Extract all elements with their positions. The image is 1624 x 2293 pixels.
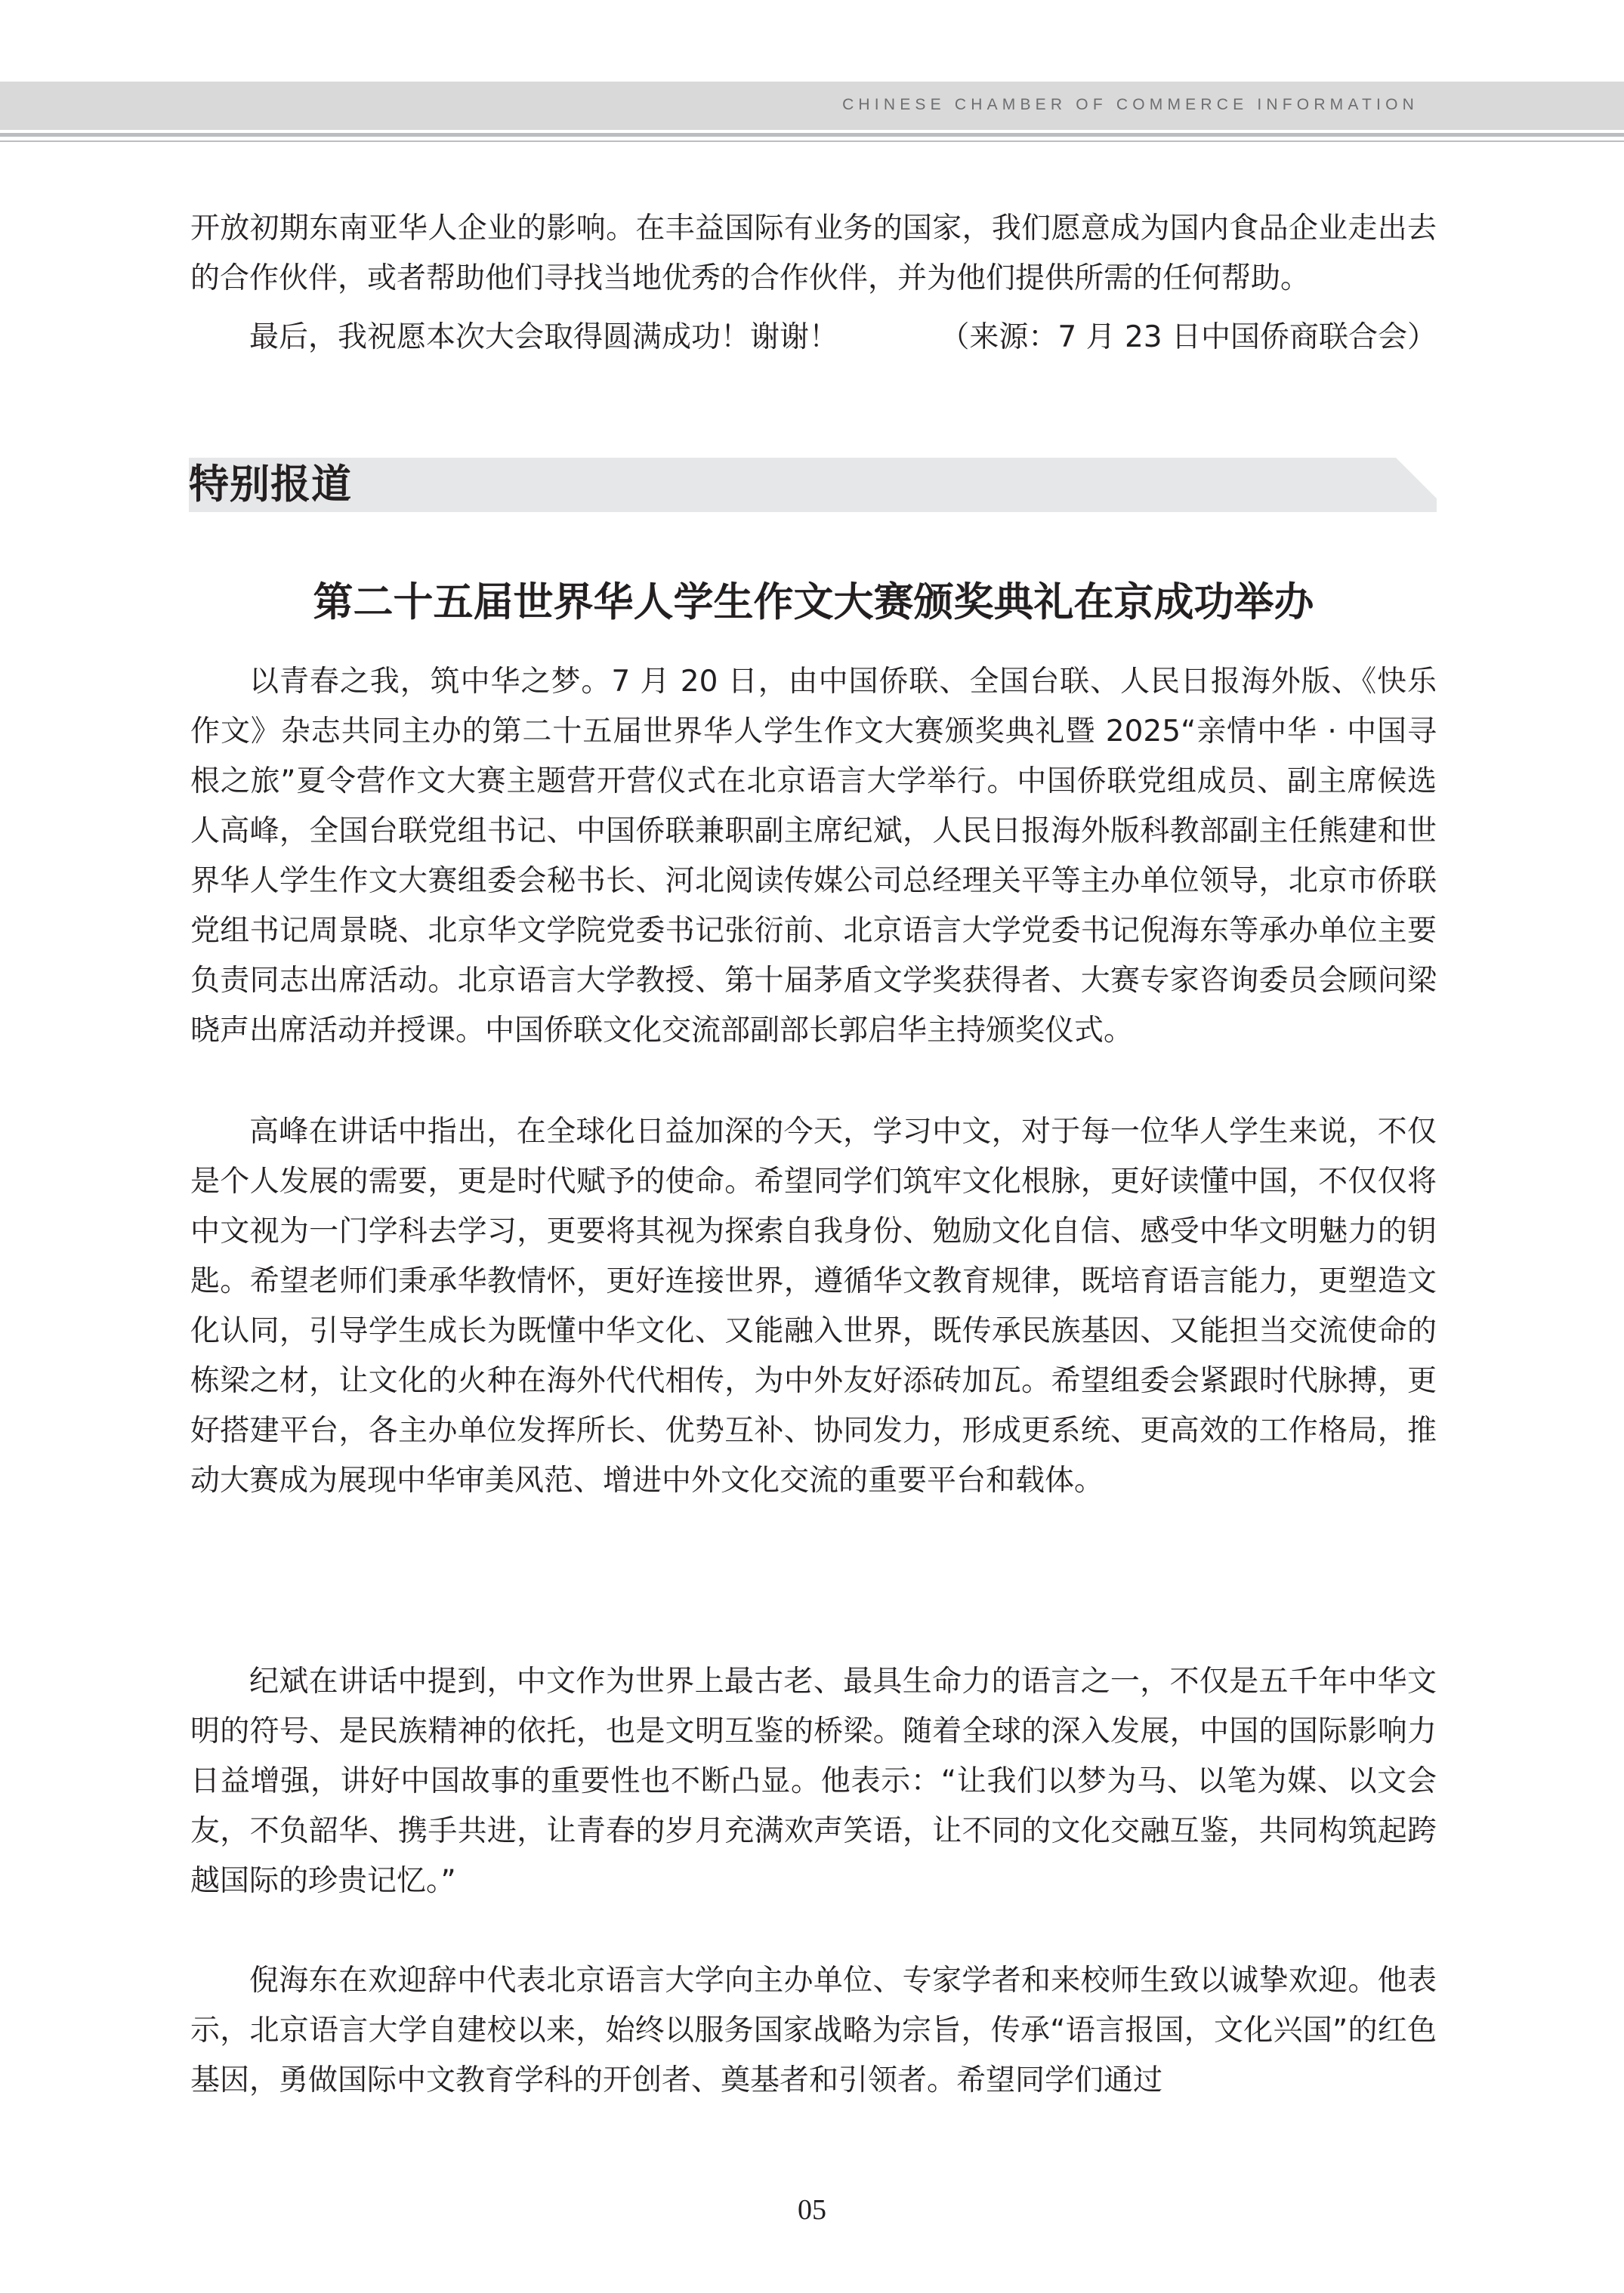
article-paragraph: 纪斌在讲话中提到，中文作为世界上最古老、最具生命力的语言之一，不仅是五千年中华文明的符号、是民族精神的依托，也是文明互鉴的桥梁。随着全球的深入发展，中国的国际影响力日益增强，讲好中国故事的重要性也不断凸显。他表示：“让我们以梦为马、以笔为媒、以文会友，不负韶华、携手共进，让青春的岁月充满欢声笑语，让不同的文化交融互鉴，共同构筑起跨越国际的珍贵记忆。” — [190, 1665, 1437, 1898]
section-title: 特别报道 — [189, 461, 352, 508]
closing-line — [190, 313, 1437, 363]
section-banner — [189, 458, 1437, 512]
header-rule-thick — [0, 133, 1624, 137]
article-paragraph: 倪海东在欢迎辞中代表北京语言大学向主办单位、专家学者和来校师生致以诚挚欢迎。他表示，北京语言大学自建校以来，始终以服务国家战略为宗旨，传承“语言报国，文化兴国”的红色基因，勇做国际中文教育学科的开创者、奠基者和引领者。希望同学们通过 — [190, 1964, 1437, 2097]
closing-text: 最后，我祝愿本次大会取得圆满成功！谢谢！ — [249, 320, 839, 354]
article-paragraph: 以青春之我，筑中华之梦。7 月 20 日，由中国侨联、全国台联、人民日报海外版、《快乐作文》杂志共同主办的第二十五届世界华人学生作文大赛颁奖典礼暨 2025“亲情中华 · 中国寻根之旅”夏令营作文大赛主题营开营仪式在北京语言大学举行。中国侨联党组成员、副主席候选人高峰，全国台联党组书记、中国侨联兼职副主席纪斌，人民日报海外版科教部副主任熊建和世界华人学生作文大赛组委会秘书长、河北阅读传媒公司总经理关平等主办单位领导，北京市侨联党组书记周景晓、北京华文学院党委书记张衍前、北京语言大学党委书记倪海东等承办单位主要负责同志出席活动。北京语言大学教授、第十届茅盾文学奖获得者、大赛专家咨询委员会顾问梁晓声出席活动并授课。中国侨联文化交流部副部长郭启华主持颁奖仪式。 — [190, 665, 1437, 1048]
source-note: （来源：7 月 23 日中国侨商联合会） — [940, 320, 1437, 354]
article-paragraph: 高峰在讲话中指出，在全球化日益加深的今天，学习中文，对于每一位华人学生来说，不仅是个人发展的需要，更是时代赋予的使命。希望同学们筑牢文化根脉，更好读懂中国，不仅仅将中文视为一门学科去学习，更要将其视为探索自我身份、勉励文化自信、感受中华文明魅力的钥匙。希望老师们秉承华教情怀，更好连接世界，遵循华文教育规律，既培育语言能力，更塑造文化认同，引导学生成长为既懂中华文化、又能融入世界，既传承民族基因、又能担当交流使命的栋梁之材，让文化的火种在海外代代相传，为中外友好添砖加瓦。希望组委会紧跟时代脉搏，更好搭建平台，各主办单位发挥所长、优势互补、协同发力，形成更系统、更高效的工作格局，推动大赛成为展现中华审美风范、增进中外文化交流的重要平台和载体。 — [190, 1115, 1437, 1498]
article-title: 第二十五届世界华人学生作文大赛颁奖典礼在京成功举办 — [313, 579, 1314, 625]
intro-paragraph: 开放初期东南亚华人企业的影响。在丰益国际有业务的国家，我们愿意成为国内食品企业走出去的合作伙伴，或者帮助他们寻找当地优秀的合作伙伴，并为他们提供所需的任何帮助。 — [190, 211, 1437, 295]
section-banner-shape — [189, 458, 1437, 512]
header-rule-thin — [0, 140, 1624, 142]
page-number: 05 — [798, 2194, 826, 2226]
publication-name: CHINESE CHAMBER OF COMMERCE INFORMATION — [842, 96, 1419, 113]
